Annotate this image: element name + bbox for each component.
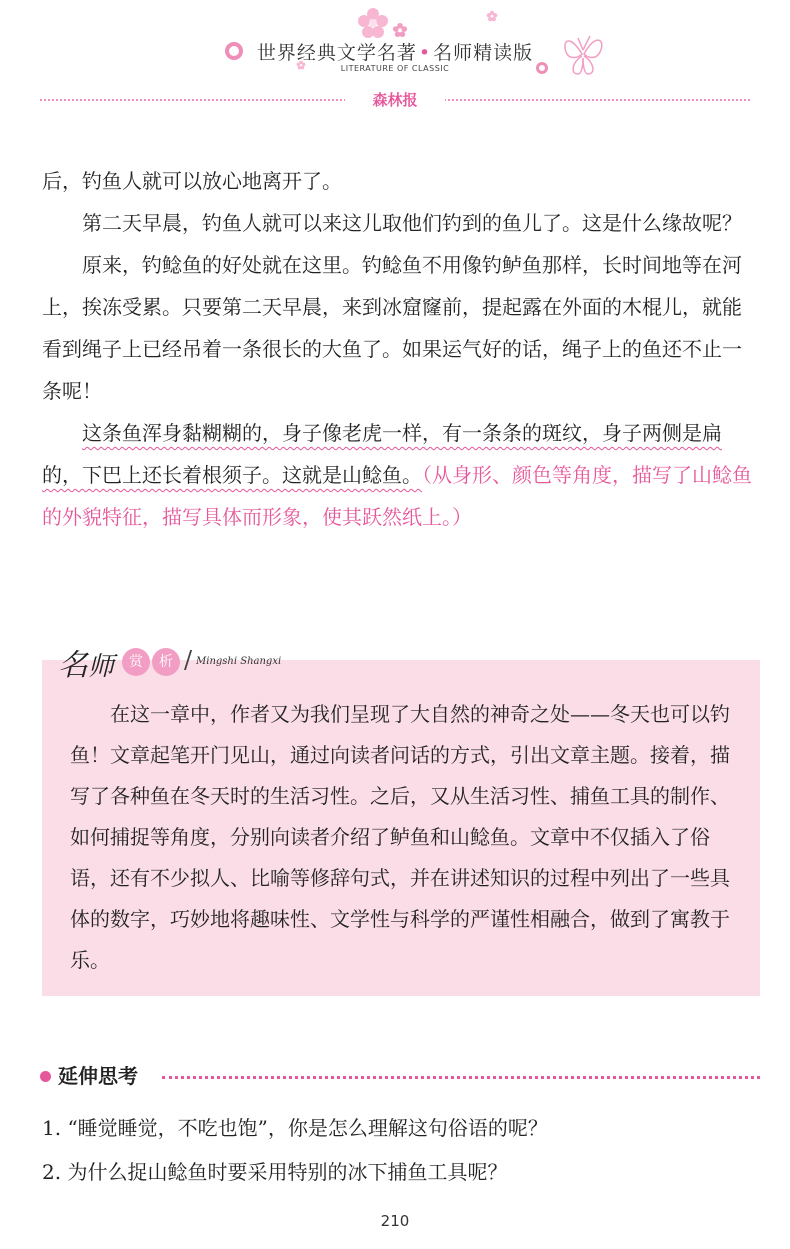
paragraph: 原来，钓鲶鱼的好处就在这里。钓鲶鱼不用像钓鲈鱼那样，长时间地等在河上，挨冻受累。只要第二天早晨，来到冰窟窿前，提起露在外面的木棍儿，就能看到绳子上已经吊着一条很长的大鱼了。如果运气好的话，绳子上的鱼还不止一条呢！ (42, 253, 742, 403)
question-list (42, 1106, 754, 1194)
analysis-title-pinyin: Mingshi Shangxi (196, 656, 282, 667)
paragraph: 第二天早晨，钓鱼人就可以来这儿取他们钓到的鱼儿了。这是什么缘故呢？ (82, 211, 742, 235)
analysis-title-slash: / (184, 646, 193, 674)
extension-header (40, 1058, 760, 1092)
flower-icon (356, 6, 390, 40)
analysis-title-char: 师 (88, 652, 115, 682)
chapter-label: 森林报 (345, 89, 445, 110)
underlined-sentence: 这条鱼浑身黏糊糊的，身子像老虎一样，有一条条的斑纹，身子两侧是扁的，下巴上还长着根须子。这就是山鲶鱼。 (42, 421, 722, 487)
flower-icon (486, 10, 498, 22)
analysis-title-badge: 析 (152, 648, 180, 676)
annotation-note: （从身形、颜色等角度，描写了山鲶鱼的外貌特征，描写具体而形象，使其跃然纸上。） (42, 463, 752, 529)
page-header (0, 0, 790, 120)
paragraph (42, 412, 754, 538)
page-number: 210 (380, 1212, 410, 1230)
analysis-box (42, 660, 760, 996)
flower-icon (392, 22, 408, 38)
analysis-title (58, 640, 358, 684)
series-title: 世界经典文学名著 • 名师精读版 (256, 42, 534, 64)
analysis-text: 在这一章中，作者又为我们呈现了大自然的神奇之处——冬天也可以钓鱼！文章起笔开门见山，通过向读者问话的方式，引出文章主题。接着，描写了各种鱼在冬天时的生活习性。之后，又从生活习性、捕鱼工具的制作、如何捕捉等角度，分别向读者介绍了鲈鱼和山鲶鱼。文章中不仅插入了俗语，还有不少拟人、比喻等修辞句式，并在讲述知识的过程中列出了一些具体的数字，巧妙地将趣味性、文学性与科学的严谨性相融合，做到了寓教于乐。 (70, 702, 730, 972)
bullet-dot-icon (40, 1071, 51, 1082)
analysis-title-badge: 赏 (122, 648, 150, 676)
question-item: 1. “睡觉睡觉，不吃也饱”，你是怎么理解这句俗语的呢？ (42, 1116, 548, 1140)
question-item: 2. 为什么捉山鲶鱼时要采用特别的冰下捕鱼工具呢？ (42, 1160, 508, 1184)
extension-title: 延伸思考 (58, 1064, 138, 1088)
series-subtitle: LITERATURE OF CLASSIC (340, 64, 450, 73)
paragraph: 后，钓鱼人就可以放心地离开了。 (42, 169, 342, 193)
extension-divider (162, 1076, 760, 1079)
main-text (42, 160, 754, 538)
analysis-title-char: 名 (58, 648, 88, 683)
